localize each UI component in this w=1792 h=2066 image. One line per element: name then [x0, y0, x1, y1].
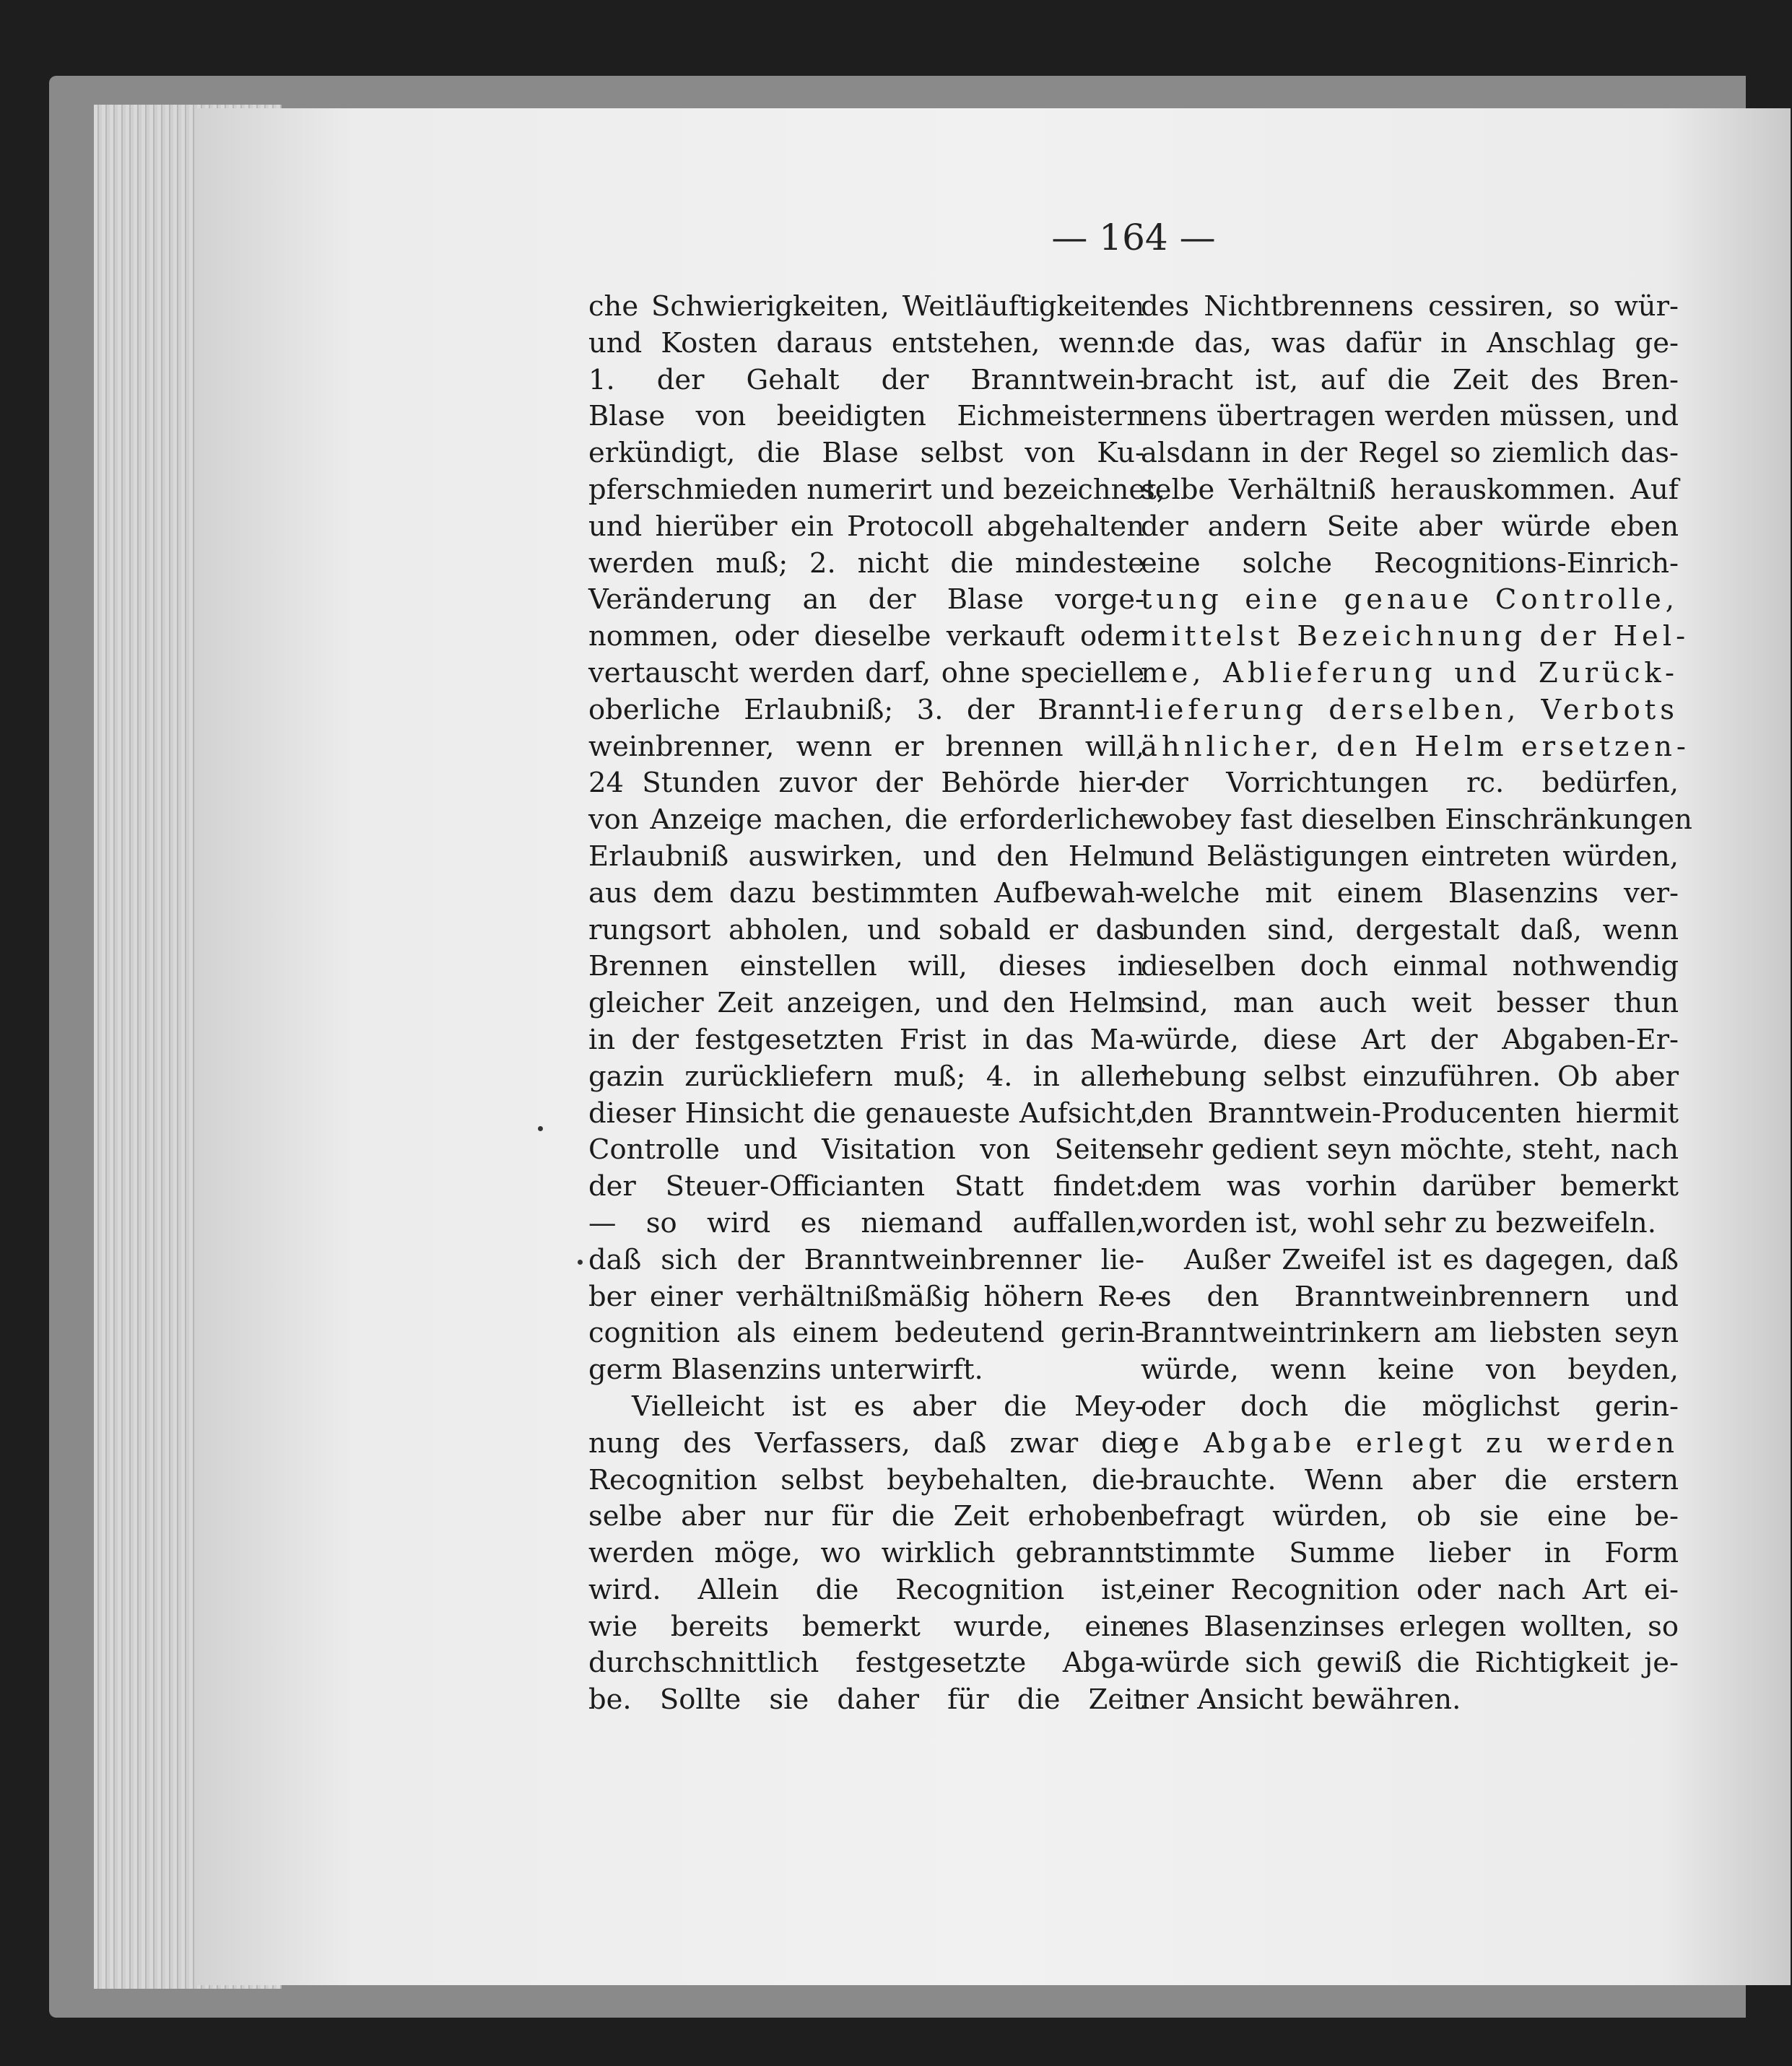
text-line: befragt würden, ob sie eine be-: [1141, 1500, 1679, 1533]
text-line: weinbrenner, wenn er brennen will,: [588, 730, 1144, 763]
text-line: Veränderung an der Blase vorge-: [588, 583, 1144, 616]
text-line: cognition als einem bedeutend gerin-: [588, 1317, 1144, 1350]
text-line: aus dem dazu bestimmten Aufbewah-: [588, 876, 1144, 910]
text-line: wie bereits bemerkt wurde, eine: [588, 1610, 1144, 1643]
text-line: nommen, oder dieselbe verkauft oder: [588, 620, 1144, 653]
text-line: und hierüber ein Protocoll abgehalten: [588, 510, 1144, 543]
text-line: de das, was dafür in Anschlag ge-: [1141, 326, 1679, 359]
text-line: dem was vorhin darüber bemerkt: [1141, 1170, 1679, 1203]
text-line: werden muß; 2. nicht die mindeste: [588, 546, 1144, 580]
text-line: würde, diese Art der Abgaben-Er-: [1141, 1023, 1679, 1056]
text-line: — so wird es niemand auffallen,: [588, 1206, 1144, 1239]
text-line: rungsort abholen, und sobald er das: [588, 913, 1144, 946]
text-line: nes Blasenzinses erlegen wollten, so: [1141, 1610, 1679, 1643]
text-line: nens übertragen werden müssen, und: [1141, 400, 1679, 433]
text-line: Controlle und Visitation von Seiten: [588, 1133, 1144, 1167]
text-line: tung eine genaue Controlle,: [1141, 583, 1679, 616]
text-line: pferschmieden numerirt und bezeichnet,: [588, 473, 1165, 506]
text-line: ber einer verhältnißmäßig höhern Re-: [588, 1280, 1144, 1313]
text-line: ner Ansicht bewähren.: [1141, 1683, 1461, 1717]
text-line: lieferung derselben, Verbots: [1141, 693, 1679, 726]
text-line: stimmte Summe lieber in Form: [1141, 1537, 1679, 1570]
ink-speck: [538, 1126, 543, 1131]
text-line: Brennen einstellen will, dieses in: [588, 950, 1144, 983]
text-line: hebung selbst einzuführen. Ob aber: [1141, 1060, 1679, 1093]
text-line: Außer Zweifel ist es dagegen, daß: [1184, 1243, 1679, 1276]
text-line: Erlaubniß auswirken, und den Helm: [588, 840, 1144, 873]
text-line: 1. der Gehalt der Branntwein-: [588, 363, 1144, 396]
text-line: Vielleicht ist es aber die Mey-: [632, 1390, 1144, 1423]
text-line: einer Recognition oder nach Art ei-: [1141, 1573, 1679, 1606]
text-line: vertauscht werden darf, ohne specielle: [588, 656, 1144, 689]
text-line: alsdann in der Regel so ziemlich das-: [1141, 437, 1679, 470]
text-line: be. Sollte sie daher für die Zeit: [588, 1683, 1144, 1717]
page-number: — 164 —: [1051, 217, 1216, 258]
text-line: nung des Verfassers, daß zwar die: [588, 1426, 1144, 1460]
text-line: den Branntwein-Producenten hiermit: [1141, 1097, 1679, 1130]
text-line: selbe aber nur für die Zeit erhoben: [588, 1500, 1144, 1533]
text-line: ähnlicher, den Helm ersetzen-: [1141, 730, 1690, 763]
text-line: worden ist, wohl sehr zu bezweifeln.: [1141, 1206, 1656, 1239]
text-line: germ Blasenzins unterwirft.: [588, 1354, 983, 1387]
text-line: dieselben doch einmal nothwendig: [1141, 950, 1679, 983]
text-line: Blase von beeidigten Eichmeistern: [588, 400, 1144, 433]
text-line: eine solche Recognitions-Einrich-: [1141, 546, 1679, 580]
text-line: durchschnittlich festgesetzte Abga-: [588, 1647, 1144, 1680]
text-line: des Nichtbrennens cessiren, so wür-: [1141, 290, 1679, 323]
text-line: welche mit einem Blasenzins ver-: [1141, 876, 1679, 910]
text-line: in der festgesetzten Frist in das Ma-: [588, 1023, 1144, 1056]
text-line: bracht ist, auf die Zeit des Bren-: [1141, 363, 1679, 396]
text-line: ge Abgabe erlegt zu werden: [1141, 1426, 1679, 1460]
text-line: selbe Verhältniß herauskommen. Auf: [1141, 473, 1679, 506]
text-line: oberliche Erlaubniß; 3. der Brannt-: [588, 693, 1144, 726]
left-text-column: [588, 289, 1165, 1719]
text-line: bunden sind, dergestalt daß, wenn: [1141, 913, 1679, 946]
text-line: oder doch die möglichst gerin-: [1141, 1390, 1679, 1423]
text-line: und Kosten daraus entstehen, wenn:: [588, 326, 1144, 359]
text-line: es den Branntweinbrennern und: [1141, 1280, 1679, 1313]
ink-speck: [578, 1260, 583, 1265]
right-text-column: [1141, 289, 1692, 1719]
text-line: wird. Allein die Recognition ist,: [588, 1573, 1144, 1606]
text-line: brauchte. Wenn aber die erstern: [1141, 1463, 1679, 1496]
text-line: der Steuer-Officianten Statt findet:: [588, 1170, 1144, 1203]
text-line: daß sich der Branntweinbrenner lie-: [588, 1243, 1144, 1276]
text-line: gleicher Zeit anzeigen, und den Helm: [588, 987, 1144, 1020]
text-line: sind, man auch weit besser thun: [1141, 987, 1679, 1020]
text-line: würde sich gewiß die Richtigkeit je-: [1141, 1647, 1679, 1680]
text-line: würde, wenn keine von beyden,: [1141, 1354, 1679, 1387]
text-line: von Anzeige machen, die erforderliche: [588, 803, 1144, 837]
text-line: gazin zurückliefern muß; 4. in aller: [588, 1060, 1144, 1093]
text-line: che Schwierigkeiten, Weitläuftigkeiten: [588, 290, 1144, 323]
text-line: der Vorrichtungen rc. bedürfen,: [1141, 767, 1679, 800]
text-line: Branntweintrinkern am liebsten seyn: [1141, 1317, 1679, 1350]
text-line: der andern Seite aber würde eben: [1141, 510, 1679, 543]
text-line: mittelst Bezeichnung der Hel-: [1141, 620, 1690, 653]
text-line: dieser Hinsicht die genaueste Aufsicht,: [588, 1097, 1144, 1130]
text-line: Recognition selbst beybehalten, die-: [588, 1463, 1144, 1496]
text-line: sehr gedient seyn möchte, steht, nach: [1141, 1133, 1679, 1167]
text-line: erkündigt, die Blase selbst von Ku-: [588, 437, 1144, 470]
text-line: und Belästigungen eintreten würden,: [1141, 840, 1679, 873]
text-line: werden möge, wo wirklich gebrannt: [588, 1537, 1144, 1570]
text-line: me, Ablieferung und Zurück-: [1141, 656, 1679, 689]
text-line: wobey fast dieselben Einschränkungen: [1141, 803, 1692, 837]
text-line: 24 Stunden zuvor der Behörde hier-: [588, 767, 1144, 800]
